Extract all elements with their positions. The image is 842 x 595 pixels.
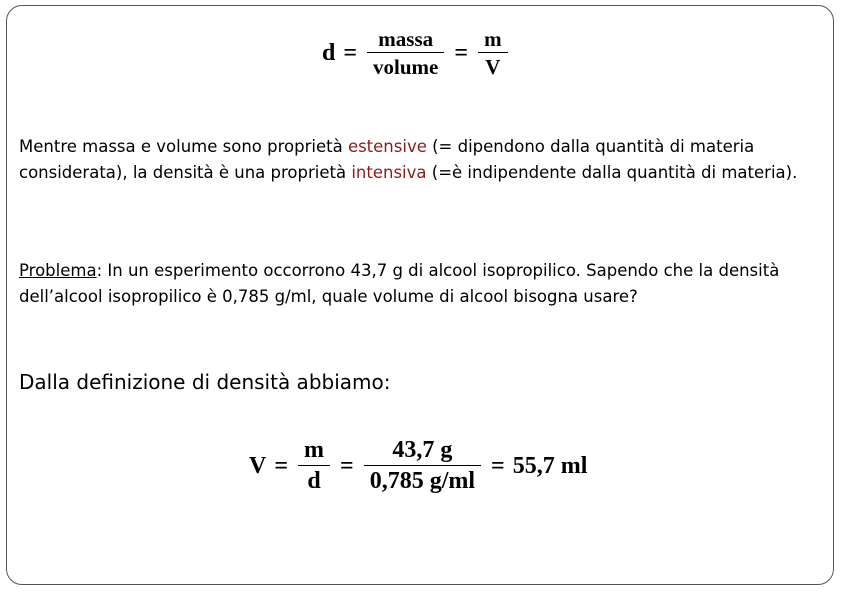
m-over-d-fraction — [298, 438, 330, 494]
equals-sign: = — [491, 452, 505, 479]
density-symbol: d — [322, 39, 336, 66]
fraction-numerator: 43,7 g — [392, 437, 453, 463]
equals-sign: = — [274, 452, 289, 479]
fraction-numerator: m — [304, 437, 325, 463]
numeric-fraction — [364, 438, 481, 494]
fraction-denominator: 0,785 g/ml — [369, 468, 476, 495]
problem-paragraph — [19, 258, 819, 309]
volume-symbol: V — [249, 452, 267, 479]
m-over-v-fraction — [478, 28, 508, 78]
equals-sign: = — [340, 452, 354, 479]
fraction-denominator: volume — [373, 55, 439, 80]
result-value: 55,7 ml — [512, 452, 588, 479]
extensive-term: estensive — [347, 137, 427, 156]
paragraph-text: (= dipendono dalla quantità di materia considerata), la densità è una proprietà — [19, 137, 755, 182]
properties-paragraph — [19, 134, 819, 185]
equals-sign: = — [343, 39, 358, 66]
fraction-denominator: V — [485, 55, 501, 80]
fraction-numerator: massa — [378, 27, 434, 51]
fraction-numerator: m — [484, 27, 502, 51]
problem-text: : In un esperimento occorrono 43,7 g di alcool isopropilico. Sapendo che la densità dell’alcool isopropilico è 0,785 g/ml, quale volume di alcool bisogna usare? — [19, 261, 780, 306]
equals-sign: = — [454, 39, 469, 66]
paragraph-text: Mentre massa e volume sono proprietà — [19, 137, 348, 156]
problem-label: Problema — [19, 261, 97, 280]
paragraph-text: (=è indipendente dalla quantità di materia). — [426, 162, 798, 182]
volume-formula — [245, 438, 591, 494]
fraction-denominator: d — [307, 468, 321, 495]
density-formula — [318, 28, 514, 78]
mass-over-volume-fraction — [367, 28, 444, 78]
definition-intro: Dalla definizione di densità abbiamo: — [19, 370, 391, 394]
intensive-term: intensiva — [351, 162, 427, 182]
